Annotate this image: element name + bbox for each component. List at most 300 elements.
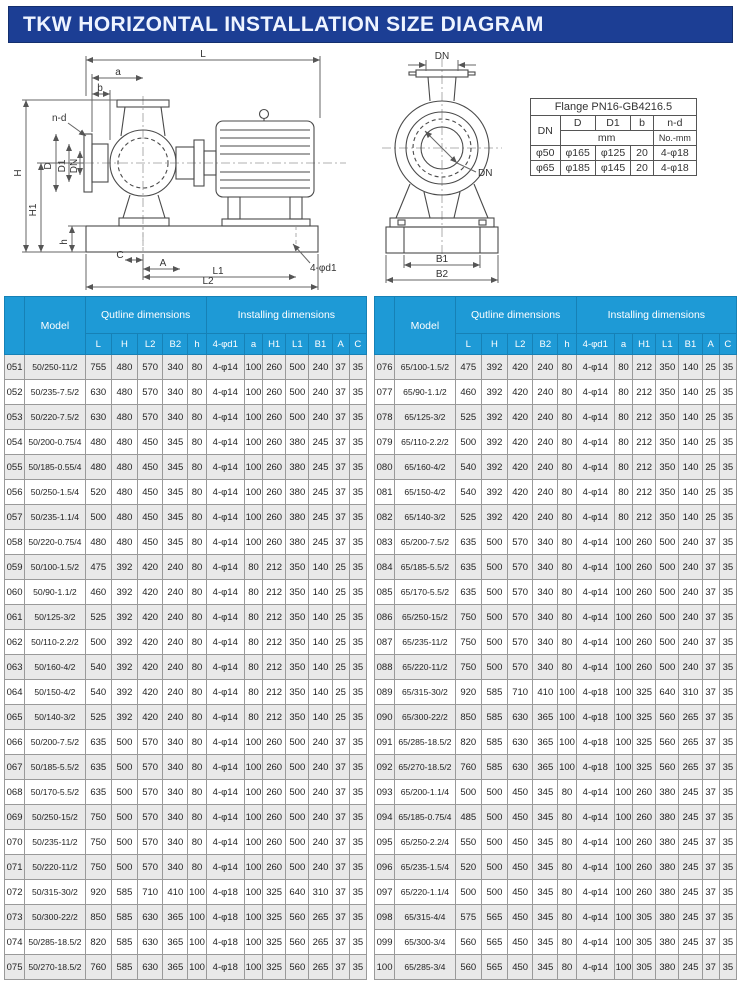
dim-cell: 35 (719, 780, 736, 805)
dim-cell: 350 (656, 480, 679, 505)
row-number: 096 (375, 855, 395, 880)
row-number: 069 (5, 805, 25, 830)
dim-cell: 540 (455, 455, 481, 480)
dim-cell: 450 (508, 930, 533, 955)
dim-cell: 100 (244, 730, 262, 755)
dim-cell: 100 (614, 830, 632, 855)
corner-header (5, 297, 25, 355)
dim-cell: 540 (85, 680, 111, 705)
row-number: 079 (375, 430, 395, 455)
dim-cell: 365 (163, 930, 188, 955)
dim-cell: 240 (309, 805, 332, 830)
dim-cell: 245 (309, 505, 332, 530)
dim-cell: 750 (85, 855, 111, 880)
dim-cell: 265 (679, 730, 702, 755)
dim-cell: 37 (332, 405, 349, 430)
dim-cell: 520 (455, 855, 481, 880)
dim-cell: 80 (188, 630, 206, 655)
dim-cell: 80 (188, 730, 206, 755)
model-cell: 50/125-3/2 (25, 605, 85, 630)
dim-cell: 35 (719, 880, 736, 905)
dim-cell: 212 (263, 655, 286, 680)
dim-cell: 212 (633, 355, 656, 380)
table-row (375, 605, 737, 630)
dim-cell: 140 (309, 680, 332, 705)
dim-cell: 80 (188, 805, 206, 830)
model-cell: 65/300-22/2 (395, 705, 455, 730)
dim-cell: 340 (163, 780, 188, 805)
flange-col-nd: n-d (653, 116, 696, 131)
dim-cell: 240 (679, 605, 702, 630)
dim-cell: 240 (163, 630, 188, 655)
table-row (5, 655, 367, 680)
dim-cell: 35 (349, 355, 366, 380)
dim-cell: 920 (85, 880, 111, 905)
dim-cell: 100 (244, 780, 262, 805)
dim-cell: 245 (309, 530, 332, 555)
dim-cell: 35 (719, 830, 736, 855)
row-number: 052 (5, 380, 25, 405)
dim-table-right (374, 296, 737, 980)
dim-cell: 345 (163, 480, 188, 505)
dim-cell: 410 (533, 680, 558, 705)
dim-cell: 410 (163, 880, 188, 905)
dim-cell: 35 (719, 905, 736, 930)
row-number: 081 (375, 480, 395, 505)
dim-cell: 4-φ14 (206, 380, 244, 405)
dim-cell: 340 (533, 630, 558, 655)
dim-cell: 35 (349, 555, 366, 580)
model-cell: 50/300-22/2 (25, 905, 85, 930)
dim-cell: 4-φ14 (206, 605, 244, 630)
dim-label-B1: B1 (435, 254, 449, 265)
dim-cell: 245 (679, 905, 702, 930)
model-cell: 65/90-1.1/2 (395, 380, 455, 405)
dim-cell: 750 (455, 605, 481, 630)
dim-cell: 560 (656, 705, 679, 730)
dim-cell: 35 (719, 680, 736, 705)
dim-cell: 325 (633, 705, 656, 730)
dim-cell: 4-φ14 (576, 805, 614, 830)
dim-cell: 240 (309, 730, 332, 755)
dim-cell: 260 (263, 455, 286, 480)
dim-cell: 35 (349, 805, 366, 830)
dim-cell: 340 (163, 830, 188, 855)
dim-cell: 820 (455, 730, 481, 755)
dim-cell: 570 (508, 530, 533, 555)
dim-cell: 100 (614, 930, 632, 955)
dim-cell: 260 (633, 530, 656, 555)
dim-cell: 240 (309, 405, 332, 430)
dim-cell: 340 (533, 530, 558, 555)
model-cell: 50/235-11/2 (25, 830, 85, 855)
row-number: 063 (5, 655, 25, 680)
model-cell: 50/200-0.75/4 (25, 430, 85, 455)
row-number: 068 (5, 780, 25, 805)
model-cell: 65/110-2.2/2 (395, 430, 455, 455)
dim-cell: 100 (244, 830, 262, 855)
dim-cell: 37 (332, 455, 349, 480)
dim-cell: 80 (558, 805, 576, 830)
row-number: 078 (375, 405, 395, 430)
dim-cell: 212 (263, 555, 286, 580)
table-row (5, 605, 367, 630)
col-H: H (481, 334, 507, 355)
row-number: 086 (375, 605, 395, 630)
row-number: 074 (5, 930, 25, 955)
dim-cell: 260 (263, 505, 286, 530)
dim-cell: 240 (679, 530, 702, 555)
dim-cell: 500 (286, 405, 309, 430)
dim-cell: 80 (244, 630, 262, 655)
dim-cell: 380 (656, 880, 679, 905)
dim-cell: 260 (633, 780, 656, 805)
installing-group-header: Installing dimensions (206, 297, 366, 334)
table-row (375, 480, 737, 505)
dim-cell: 260 (263, 355, 286, 380)
dim-cell: 25 (702, 455, 719, 480)
dim-cell: 4-φ14 (576, 580, 614, 605)
dim-cell: 35 (719, 580, 736, 605)
row-number: 053 (5, 405, 25, 430)
model-cell: 50/285-18.5/2 (25, 930, 85, 955)
row-number: 098 (375, 905, 395, 930)
dim-cell: 80 (558, 855, 576, 880)
dim-cell: 80 (558, 480, 576, 505)
dim-cell: 100 (244, 405, 262, 430)
dim-cell: 100 (244, 480, 262, 505)
dim-cell: 380 (656, 905, 679, 930)
dim-cell: 565 (481, 955, 507, 980)
dim-cell: 37 (702, 730, 719, 755)
model-cell: 65/235-1.5/4 (395, 855, 455, 880)
table-row (5, 905, 367, 930)
dim-cell: 245 (679, 855, 702, 880)
dim-cell: 350 (656, 380, 679, 405)
row-number: 060 (5, 580, 25, 605)
dim-cell: 37 (332, 830, 349, 855)
dim-cell: 260 (633, 555, 656, 580)
dim-cell: 100 (614, 605, 632, 630)
dim-cell: 570 (508, 555, 533, 580)
dim-cell: 80 (188, 680, 206, 705)
dim-cell: 630 (85, 380, 111, 405)
dim-cell: 37 (332, 530, 349, 555)
row-number: 066 (5, 730, 25, 755)
dim-cell: 500 (455, 430, 481, 455)
dim-cell: 420 (138, 630, 163, 655)
dim-cell: 4-φ14 (576, 930, 614, 955)
model-cell: 65/315-30/2 (395, 680, 455, 705)
dim-cell: 310 (309, 880, 332, 905)
model-cell: 50/100-1.5/2 (25, 555, 85, 580)
dim-cell: 345 (533, 780, 558, 805)
dim-cell: 100 (244, 380, 262, 405)
dim-cell: 570 (508, 655, 533, 680)
dim-cell: 350 (656, 455, 679, 480)
dim-cell: 80 (244, 555, 262, 580)
dim-cell: 480 (111, 455, 137, 480)
dim-cell: 37 (332, 955, 349, 980)
dim-cell: 325 (633, 680, 656, 705)
table-row (5, 380, 367, 405)
dim-cell: 4-φ14 (206, 705, 244, 730)
dim-cell: 345 (533, 805, 558, 830)
dim-cell: 4-φ14 (206, 505, 244, 530)
dim-cell: 140 (309, 655, 332, 680)
dim-cell: 140 (679, 455, 702, 480)
dim-cell: 570 (138, 380, 163, 405)
row-number: 080 (375, 455, 395, 480)
table-row (375, 680, 737, 705)
dim-cell: 80 (558, 630, 576, 655)
dim-cell: 350 (656, 505, 679, 530)
dim-cell: 350 (286, 630, 309, 655)
dim-cell: 212 (633, 380, 656, 405)
table-row (5, 705, 367, 730)
title-bar (8, 6, 733, 43)
dim-cell: 365 (163, 905, 188, 930)
dim-cell: 340 (163, 730, 188, 755)
dim-cell: 420 (508, 505, 533, 530)
table-row (5, 855, 367, 880)
dim-cell: 37 (702, 680, 719, 705)
dim-cell: 37 (332, 855, 349, 880)
col-B1: B1 (309, 334, 332, 355)
dim-cell: 100 (614, 755, 632, 780)
dim-cell: 380 (656, 805, 679, 830)
dim-cell: 392 (481, 405, 507, 430)
dim-cell: 340 (163, 355, 188, 380)
dim-cell: 100 (188, 930, 206, 955)
dim-cell: 80 (614, 505, 632, 530)
table-row (375, 655, 737, 680)
dim-cell: 570 (508, 605, 533, 630)
dim-cell: 100 (244, 355, 262, 380)
col-L: L (455, 334, 481, 355)
row-number: 092 (375, 755, 395, 780)
row-number: 067 (5, 755, 25, 780)
dim-cell: 80 (188, 855, 206, 880)
dim-cell: 4-φ14 (206, 655, 244, 680)
dim-cell: 4-φ14 (206, 455, 244, 480)
dim-cell: 4-φ14 (576, 880, 614, 905)
dim-cell: 570 (138, 755, 163, 780)
dim-cell: 630 (85, 405, 111, 430)
model-cell: 65/185-5.5/2 (395, 555, 455, 580)
row-number: 099 (375, 930, 395, 955)
dim-cell: 4-φ14 (576, 430, 614, 455)
dim-cell: 4-φ14 (576, 355, 614, 380)
flange-nd-cell: 4-φ18 (653, 146, 696, 161)
dim-cell: 480 (111, 405, 137, 430)
dim-cell: 4-φ18 (576, 680, 614, 705)
dim-cell: 37 (702, 605, 719, 630)
table-row (5, 780, 367, 805)
dim-cell: 500 (481, 530, 507, 555)
dim-cell: 35 (719, 480, 736, 505)
dim-label-4-phi-d1: 4-φd1 (310, 263, 337, 274)
table-row (375, 805, 737, 830)
dim-cell: 640 (286, 880, 309, 905)
dim-cell: 350 (286, 555, 309, 580)
dim-cell: 80 (188, 755, 206, 780)
dim-cell: 240 (309, 355, 332, 380)
flange-d-cell: φ185 (560, 161, 595, 176)
dim-cell: 35 (349, 530, 366, 555)
table-row (375, 380, 737, 405)
row-number: 057 (5, 505, 25, 530)
dim-label-DN-top: DN (434, 51, 450, 62)
dim-cell: 260 (633, 605, 656, 630)
dim-cell: 575 (455, 905, 481, 930)
dim-cell: 500 (481, 555, 507, 580)
dim-cell: 350 (656, 355, 679, 380)
dim-cell: 345 (533, 855, 558, 880)
dim-cell: 4-φ14 (206, 555, 244, 580)
dim-cell: 420 (138, 555, 163, 580)
dim-label-A: A (159, 258, 167, 269)
dim-cell: 35 (349, 380, 366, 405)
dim-cell: 380 (286, 505, 309, 530)
dim-cell: 80 (558, 555, 576, 580)
dim-cell: 500 (85, 630, 111, 655)
dim-cell: 340 (533, 555, 558, 580)
col-L2: L2 (138, 334, 163, 355)
dim-cell: 35 (349, 930, 366, 955)
dim-cell: 4-φ18 (576, 705, 614, 730)
dim-label-b: b (97, 83, 103, 94)
table-row (375, 905, 737, 930)
row-number: 100 (375, 955, 395, 980)
dim-cell: 260 (633, 880, 656, 905)
dim-cell: 560 (656, 755, 679, 780)
dim-cell: 25 (702, 380, 719, 405)
model-cell: 65/150-4/2 (395, 480, 455, 505)
dim-table-left (4, 296, 367, 980)
dim-cell: 345 (533, 955, 558, 980)
dim-cell: 100 (244, 930, 262, 955)
dim-cell: 460 (455, 380, 481, 405)
dim-cell: 570 (138, 780, 163, 805)
dim-cell: 500 (286, 355, 309, 380)
flange-d-cell: φ165 (560, 146, 595, 161)
dim-cell: 240 (679, 655, 702, 680)
dim-cell: 365 (163, 955, 188, 980)
dim-cell: 37 (702, 780, 719, 805)
dim-cell: 100 (614, 855, 632, 880)
dim-cell: 4-φ18 (576, 755, 614, 780)
dim-cell: 140 (679, 380, 702, 405)
col-B2: B2 (533, 334, 558, 355)
dim-cell: 25 (332, 655, 349, 680)
dim-cell: 340 (163, 405, 188, 430)
dim-cell: 420 (138, 705, 163, 730)
dim-cell: 365 (533, 705, 558, 730)
dim-cell: 500 (286, 380, 309, 405)
dim-cell: 500 (455, 880, 481, 905)
row-number: 093 (375, 780, 395, 805)
dim-cell: 4-φ14 (206, 530, 244, 555)
dim-cell: 450 (508, 905, 533, 930)
row-number: 094 (375, 805, 395, 830)
dim-cell: 212 (263, 630, 286, 655)
dim-cell: 35 (719, 655, 736, 680)
dim-cell: 850 (85, 905, 111, 930)
dim-cell: 35 (349, 455, 366, 480)
table-row (5, 830, 367, 855)
dim-cell: 100 (244, 505, 262, 530)
model-cell: 50/185-5.5/2 (25, 755, 85, 780)
dim-cell: 80 (188, 405, 206, 430)
model-cell: 50/220-11/2 (25, 855, 85, 880)
dim-cell: 350 (656, 430, 679, 455)
dim-cell: 570 (508, 580, 533, 605)
col-A: A (702, 334, 719, 355)
dim-cell: 240 (533, 405, 558, 430)
dim-cell: 260 (263, 780, 286, 805)
dim-cell: 37 (332, 380, 349, 405)
dim-cell: 80 (614, 380, 632, 405)
dim-cell: 212 (263, 580, 286, 605)
dim-cell: 100 (614, 780, 632, 805)
dim-cell: 420 (138, 680, 163, 705)
dim-cell: 380 (286, 430, 309, 455)
dim-cell: 80 (188, 480, 206, 505)
dim-cell: 80 (188, 430, 206, 455)
dim-cell: 4-φ18 (206, 880, 244, 905)
dim-cell: 420 (508, 405, 533, 430)
dim-cell: 80 (244, 705, 262, 730)
dim-cell: 635 (85, 755, 111, 780)
dim-cell: 4-φ14 (576, 530, 614, 555)
dim-cell: 500 (111, 780, 137, 805)
dim-label-DN: DN (69, 158, 80, 174)
model-cell: 50/185-0.55/4 (25, 455, 85, 480)
dim-cell: 380 (286, 455, 309, 480)
row-number: 058 (5, 530, 25, 555)
col-B2: B2 (163, 334, 188, 355)
dim-cell: 37 (332, 505, 349, 530)
dim-cell: 340 (533, 655, 558, 680)
dim-label-a: a (115, 67, 121, 78)
dim-cell: 4-φ18 (576, 730, 614, 755)
dim-cell: 245 (679, 830, 702, 855)
dim-cell: 80 (244, 655, 262, 680)
table-row (375, 730, 737, 755)
dim-cell: 35 (719, 930, 736, 955)
drawings-section (0, 48, 741, 295)
dim-cell: 325 (633, 730, 656, 755)
dim-cell: 500 (85, 505, 111, 530)
dim-cell: 4-φ14 (576, 955, 614, 980)
flange-dn-cell: φ50 (531, 146, 561, 161)
dim-cell: 37 (702, 655, 719, 680)
dim-cell: 480 (111, 355, 137, 380)
dim-cell: 37 (702, 755, 719, 780)
dim-cell: 500 (656, 530, 679, 555)
dim-cell: 80 (558, 930, 576, 955)
table-row (375, 405, 737, 430)
model-cell: 65/125-3/2 (395, 405, 455, 430)
dim-cell: 630 (508, 730, 533, 755)
dim-cell: 100 (188, 880, 206, 905)
model-cell: 50/220-7.5/2 (25, 405, 85, 430)
table-row (375, 580, 737, 605)
flange-b-cell: 20 (631, 161, 654, 176)
dim-cell: 100 (614, 705, 632, 730)
col-A: A (332, 334, 349, 355)
